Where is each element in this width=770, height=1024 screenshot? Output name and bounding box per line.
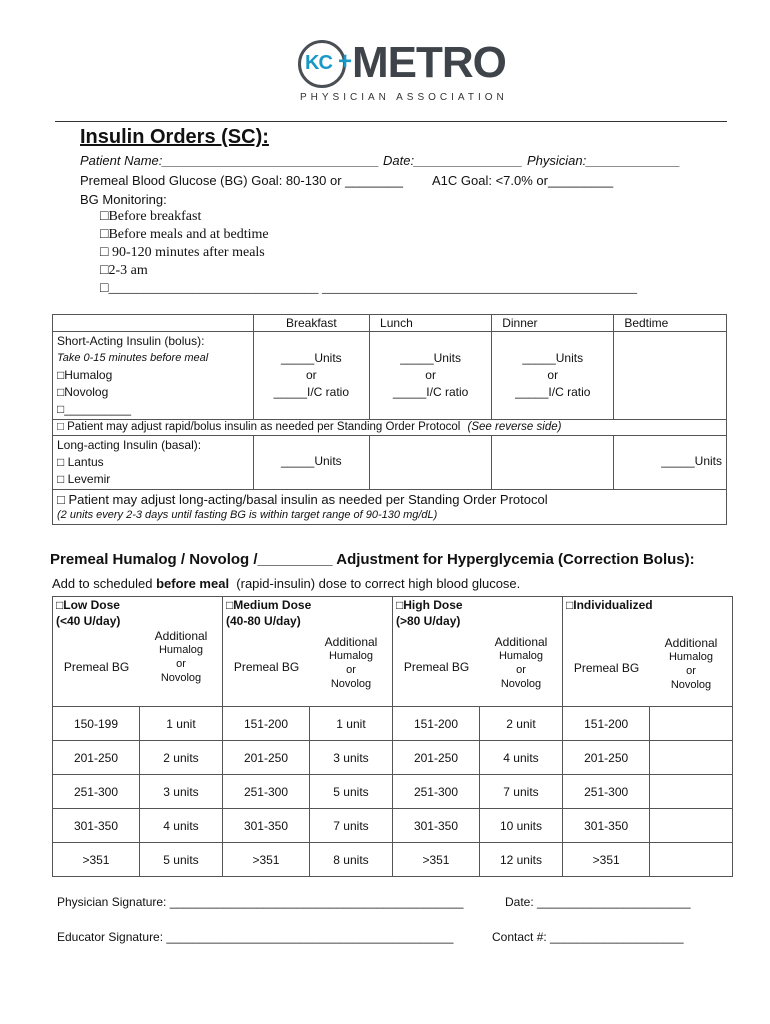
long-acting-cell <box>53 436 254 490</box>
low-bg-cell: 301-350 <box>53 809 140 843</box>
breakfast-basal-cell[interactable] <box>253 436 369 490</box>
breakfast-bolus-cell[interactable] <box>253 332 369 420</box>
ind-bg-cell: 151-200 <box>563 707 650 741</box>
short-acting-note: Take 0-15 minutes before meal <box>57 352 209 364</box>
low-bg-cell: 150-199 <box>53 707 140 741</box>
monitor-option-meals-bedtime[interactable]: □Before meals and at bedtime <box>100 227 269 242</box>
additional-label: Additional <box>154 629 208 643</box>
col-breakfast: Breakfast <box>253 315 369 332</box>
a1c-goal-field[interactable]: A1C Goal: <7.0% or_________ <box>432 173 614 188</box>
or-label: or <box>686 665 696 677</box>
bolus-ratio: _____I/C ratio <box>273 385 350 399</box>
bedtime-bolus-cell[interactable] <box>614 332 727 420</box>
correction-title: Premeal Humalog / Novolog /_________ Adjustment for Hyperglycemia (Correction Bolus): <box>50 551 695 568</box>
high-units-cell: 10 units <box>479 809 562 843</box>
high-units-cell: 4 units <box>479 741 562 775</box>
bolus-ratio: _____I/C ratio <box>515 385 591 399</box>
additional-label: Additional <box>494 635 548 649</box>
bedtime-basal-cell[interactable] <box>614 436 727 490</box>
patient-name-field[interactable]: Patient Name:______________________________ <box>80 153 380 168</box>
or-label: or <box>516 664 526 676</box>
col-dinner: Dinner <box>492 315 614 332</box>
med-bg-cell: 201-250 <box>223 741 310 775</box>
novolog-label: Novolog <box>160 672 202 684</box>
individualized-range <box>563 613 732 630</box>
low-dose-range: (<40 U/day) <box>56 614 121 628</box>
table-row <box>53 741 733 775</box>
individualized-header[interactable] <box>563 597 733 707</box>
signature-date-field[interactable]: Date: _______________________ <box>505 895 691 909</box>
bg-monitoring-label: BG Monitoring: <box>80 192 167 207</box>
humalog-checkbox[interactable]: □Humalog <box>57 368 113 382</box>
low-premeal-bg-col: Premeal BG <box>63 660 130 674</box>
high-premeal-bg-col: Premeal BG <box>403 660 470 674</box>
low-additional-col <box>140 629 222 705</box>
novolog-label: Novolog <box>330 678 372 690</box>
or-label: or <box>346 664 356 676</box>
subtitle-pre: Add to scheduled <box>52 576 157 591</box>
long-acting-label: Long-acting Insulin (basal): <box>57 438 202 452</box>
novolog-label: Novolog <box>500 678 542 690</box>
short-acting-cell <box>53 332 254 420</box>
table-row <box>53 707 733 741</box>
humalog-label: Humalog <box>328 650 374 662</box>
med-bg-cell: 251-300 <box>223 775 310 809</box>
subtitle-post: (rapid-insulin) dose to correct high blood glucose. <box>229 576 521 591</box>
physician-signature-field[interactable]: Physician Signature: ____________________________________________ <box>57 895 464 909</box>
high-bg-cell: 201-250 <box>393 741 480 775</box>
ind-units-cell[interactable] <box>650 843 733 877</box>
medium-premeal-bg-col: Premeal BG <box>233 660 300 674</box>
educator-signature-field[interactable]: Educator Signature: ___________________________________________ <box>57 930 454 944</box>
short-acting-label: Short-Acting Insulin (bolus): <box>57 334 205 348</box>
humalog-label: Humalog <box>668 651 714 663</box>
med-units-cell: 5 units <box>309 775 392 809</box>
low-units-cell: 2 units <box>139 741 222 775</box>
logo <box>298 38 508 106</box>
novolog-checkbox[interactable]: □Novolog <box>57 385 109 399</box>
ind-bg-cell: 251-300 <box>563 775 650 809</box>
med-units-cell: 1 unit <box>309 707 392 741</box>
low-bg-cell: 251-300 <box>53 775 140 809</box>
medium-dose-range: (40-80 U/day) <box>226 614 301 628</box>
low-bg-cell: >351 <box>53 843 140 877</box>
bolus-ratio: _____I/C ratio <box>392 385 469 399</box>
page-title: Insulin Orders (SC): <box>80 126 269 148</box>
date-field[interactable]: Date:_______________ <box>383 153 523 168</box>
correction-subtitle <box>52 576 520 591</box>
physician-field[interactable]: Physician:_____________ <box>527 153 681 168</box>
ind-bg-cell: 201-250 <box>563 741 650 775</box>
humalog-label: Humalog <box>158 644 204 656</box>
medium-additional-col <box>310 629 392 705</box>
bolus-or: or <box>425 368 436 382</box>
basal-adjust-row[interactable] <box>53 490 727 525</box>
header-divider <box>55 121 727 122</box>
insulin-orders-table <box>52 314 727 525</box>
table-row <box>53 809 733 843</box>
bg-goal-field[interactable]: Premeal Blood Glucose (BG) Goal: 80-130 or ________ <box>80 173 404 188</box>
monitor-option-2-3am[interactable]: □2-3 am <box>100 263 148 278</box>
ind-units-cell[interactable] <box>650 809 733 843</box>
dinner-basal-cell[interactable] <box>492 436 614 490</box>
lunch-basal-cell[interactable] <box>370 436 492 490</box>
high-units-cell: 12 units <box>479 843 562 877</box>
lantus-checkbox[interactable]: □ Lantus <box>57 455 104 469</box>
novolog-label: Novolog <box>670 679 712 691</box>
other-insulin-checkbox[interactable]: □__________ <box>57 402 131 416</box>
col-bedtime: Bedtime <box>614 315 727 332</box>
low-units-cell: 3 units <box>139 775 222 809</box>
low-dose-header[interactable] <box>53 597 223 707</box>
medium-dose-name: □Medium Dose <box>226 598 312 612</box>
or-label: or <box>176 658 186 670</box>
bolus-units: _____Units <box>400 351 461 365</box>
basal-units: _____Units <box>661 454 722 468</box>
monitor-option-other-blank[interactable]: _____________________________________________ <box>322 281 637 296</box>
bolus-adjust-note: (See reverse side) <box>467 421 562 433</box>
logo-subtitle: PHYSICIAN ASSOCIATION <box>300 92 508 103</box>
ind-units-cell[interactable] <box>650 775 733 809</box>
med-units-cell: 3 units <box>309 741 392 775</box>
ind-premeal-bg-col: Premeal BG <box>573 661 640 675</box>
bolus-or: or <box>547 368 559 382</box>
ind-bg-cell: 301-350 <box>563 809 650 843</box>
low-bg-cell: 201-250 <box>53 741 140 775</box>
high-dose-name: □High Dose <box>396 598 463 612</box>
individualized-name: □Individualized <box>566 598 653 612</box>
lunch-bolus-cell[interactable] <box>370 332 492 420</box>
basal-adjust-text: □ Patient may adjust long-acting/basal insulin as needed per Standing Order Protocol <box>57 492 548 507</box>
logo-plus-icon: + <box>338 48 353 75</box>
monitor-option-after-meals[interactable]: □ 90-120 minutes after meals <box>100 245 265 260</box>
bolus-adjust-text: □ Patient may adjust rapid/bolus insulin as needed per Standing Order Protocol <box>57 421 461 433</box>
ind-units-cell[interactable] <box>650 741 733 775</box>
high-units-cell: 7 units <box>479 775 562 809</box>
med-bg-cell: >351 <box>223 843 310 877</box>
high-bg-cell: >351 <box>393 843 480 877</box>
med-bg-cell: 301-350 <box>223 809 310 843</box>
basal-units: _____Units <box>280 454 342 468</box>
additional-label: Additional <box>664 636 718 650</box>
low-units-cell: 1 unit <box>139 707 222 741</box>
table-row <box>53 843 733 877</box>
subtitle-bold: before meal <box>156 576 230 591</box>
table-row <box>53 775 733 809</box>
dinner-bolus-cell[interactable] <box>492 332 614 420</box>
contact-field[interactable]: Contact #: ____________________ <box>492 930 684 944</box>
high-dose-header[interactable] <box>393 597 563 707</box>
high-units-cell: 2 unit <box>479 707 562 741</box>
ind-bg-cell: >351 <box>563 843 650 877</box>
basal-adjust-note: (2 units every 2-3 days until fasting BG is within target range of 90-130 mg/dL) <box>57 509 438 521</box>
high-bg-cell: 151-200 <box>393 707 480 741</box>
med-units-cell: 8 units <box>309 843 392 877</box>
monitor-option-other[interactable]: □______________________________ <box>100 281 319 296</box>
levemir-checkbox[interactable]: □ Levemir <box>57 472 111 486</box>
bolus-units: _____Units <box>280 351 342 365</box>
additional-label: Additional <box>324 635 378 649</box>
bolus-units: _____Units <box>522 351 584 365</box>
humalog-label: Humalog <box>498 650 544 662</box>
low-units-cell: 5 units <box>139 843 222 877</box>
col-lunch: Lunch <box>370 315 492 332</box>
med-bg-cell: 151-200 <box>223 707 310 741</box>
high-dose-range: (>80 U/day) <box>396 614 461 628</box>
low-units-cell: 4 units <box>139 809 222 843</box>
med-units-cell: 7 units <box>309 809 392 843</box>
low-dose-name: □Low Dose <box>56 598 120 612</box>
ind-units-cell[interactable] <box>650 707 733 741</box>
correction-table <box>52 596 733 877</box>
high-bg-cell: 301-350 <box>393 809 480 843</box>
logo-metro: METRO <box>352 38 506 87</box>
high-additional-col <box>480 629 562 705</box>
medium-dose-header[interactable] <box>223 597 393 707</box>
bolus-adjust-row[interactable] <box>53 420 727 436</box>
table-corner <box>53 315 254 332</box>
ind-additional-col <box>650 630 732 706</box>
logo-kc: KC <box>305 52 332 74</box>
monitor-option-breakfast[interactable]: □Before breakfast <box>100 209 202 224</box>
high-bg-cell: 251-300 <box>393 775 480 809</box>
bolus-or: or <box>305 368 317 382</box>
